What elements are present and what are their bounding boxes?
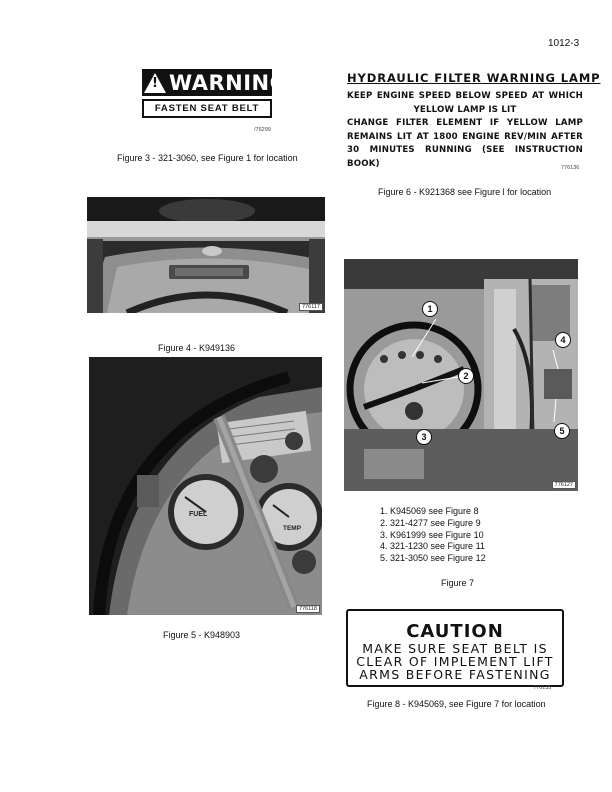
list-item: 3. K961999 see Figure 10 [380,529,484,540]
caution-line-3: ARMS BEFORE FASTENING [359,667,551,682]
caution-line-1: MAKE SURE SEAT BELT IS [362,641,548,656]
figure7-legend-list [380,506,486,565]
hydraulic-decal-title: HYDRAULIC FILTER WARNING LAMP [347,71,601,85]
page-number: 1012-3 [548,38,580,49]
list-item: 2. 321-4277 see Figure 9 [380,517,481,528]
figure5-photo-tag: 776118 [296,605,320,613]
warning-decal [142,69,288,118]
warning-message: FASTEN SEAT BELT [142,99,272,118]
list-item: 4. 321-1230 see Figure 11 [380,541,485,552]
figure3-caption: Figure 3 - 321-3060, see Figure 1 for location [117,153,298,163]
hydraulic-line-5: 30 MINUTES RUNNING (SEE INSTRUCTION BOOK) [347,145,583,169]
figure7-callout-3: 3 [416,429,432,445]
hydraulic-line-4: REMAINS LIT AT 1800 ENGINE REV/MIN AFTER [347,131,583,142]
figure4-caption: Figure 4 - K949136 [158,343,236,353]
hydraulic-line-2: YELLOW LAMP IS LIT [413,104,517,115]
hydraulic-part-number: 776136 [561,165,580,171]
list-item: 5. 321-3050 see Figure 12 [380,553,486,564]
figure7-callout-1: 1 [422,301,438,317]
figure5-caption: Figure 5 - K948903 [163,630,241,640]
figure7-callout-5: 5 [554,423,570,439]
hydraulic-line-1: KEEP ENGINE SPEED BELOW SPEED AT WHICH [347,91,583,101]
figure8-caption: Figure 8 - K945069, see Figure 7 for location [367,699,546,709]
warning-banner [142,69,288,96]
list-item: 1. K945069 see Figure 8 [380,506,479,516]
warning-triangle-icon: ! [144,73,166,93]
figure7-callout-2: 2 [458,368,474,384]
figure5-photo [89,357,322,615]
figure7-caption: Figure 7 [441,578,475,588]
fuel-gauge-label: FUEL [189,511,208,518]
caution-decal-inner [356,619,554,682]
figure4-image [87,197,325,313]
warning-title: WARNING [169,70,288,95]
figure4-photo-tag: 776117 [299,303,323,311]
caution-title: CAUTION [406,621,504,642]
figure7-photo-tag: 776127 [552,481,576,489]
figure6-caption: Figure 6 - K921368 see Figure l for location [378,187,552,197]
figure7-callout-4: 4 [555,332,571,348]
warning-part-number: /76299 [254,127,271,133]
caution-part-number: 776135 [533,685,552,691]
caution-decal [346,609,564,687]
figure4-photo [87,197,325,313]
caution-line-2: CLEAR OF IMPLEMENT LIFT [356,654,554,669]
temp-gauge-label: TEMP [283,525,302,532]
figure7-photo [344,259,578,491]
hydraulic-line-3: CHANGE FILTER ELEMENT IF YELLOW LAMP [347,118,583,128]
hydraulic-decal-body [347,90,583,171]
figure5-image [89,357,322,615]
